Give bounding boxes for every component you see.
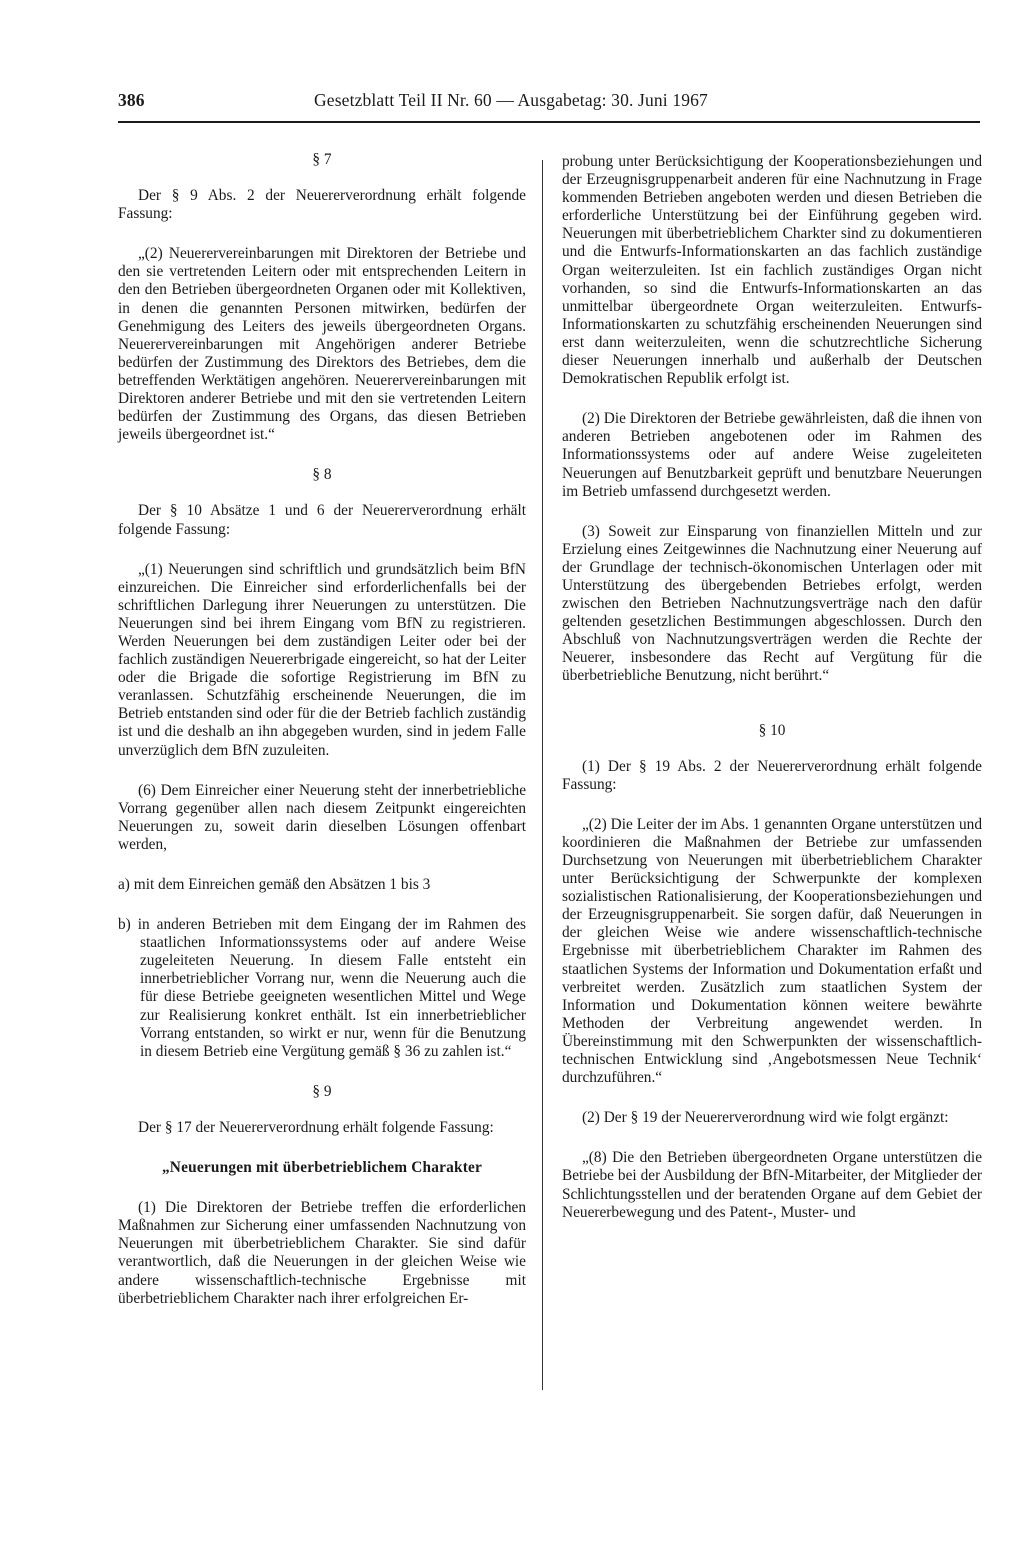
left-column (118, 151, 526, 1308)
right-column (562, 153, 982, 1222)
section-10-quote: „(2) Die Leiter der im Abs. 1 genannten Organe unterstützen und koordinieren die Maßnahmen der Betriebe zur umfassenden Durchsetzung von Neuerungen mit überbetrieblichem Charakter unter Berücksichtigung der Schwerpunkte der komplexen sozialistischen Rationalisierung, der Kooperationsbeziehungen und der Erzeugnisgruppenarbeit. Sie sorgen dafür, daß Neuerungen in der gleichen Weise wie andere wissenschaftlich-technische Ergebnisse mit überbetrieblichem Charakter im Rahmen des staatlichen Systems der Information und Dokumentation erfaßt und verbreitet werden. Zusätzlich zum staatlichen System der Information und Dokumentation können weitere bewährte Methoden der Verbreitung angewendet werden. In Übereinstimmung mit den Schwerpunkten der wissenschaftlich-technischen Entwicklung sind ‚Angebotsmessen Neue Technik‘ durchzuführen.“ (562, 815, 982, 1087)
section-10-quote-8: „(8) Die den Betrieben übergeordneten Organe unterstützen die Betriebe bei der Ausbildung der BfN-Mitarbeiter, der Mitglieder der Schlichtungsstellen und der beratenden Organe auf dem Gebiet der Neuererbewegung und des Patent-, Muster- und (562, 1149, 982, 1221)
section-8-para-6: (6) Dem Einreicher einer Neuerung steht der innerbetriebliche Vorrang gegenüber allen nach diesem Zeitpunkt eingereichten Neuerungen zu, soweit darin dieselben Lösungen offenbart werden, (118, 781, 526, 853)
section-8-para-1: „(1) Neuerungen sind schriftlich und grundsätzlich beim BfN einzureichen. Die Einreicher sind erforderlichenfalls bei der schriftlichen Darlegung ihrer Neuerungen zu unterstützen. Die Neuerungen sind bei ihrem Eingang vom BfN zu registrieren. Werden Neuerungen bei dem zuständigen Leiter oder bei der fachlich zuständigen Neuererbrigade eingereicht, so hat der Leiter oder die Brigade die sofortige Registrierung im BfN zu veranlassen. Schutzfähig erscheinende Neuerungen, die im Betrieb entstanden sind oder für die der Betrieb fachlich zuständig ist und die deshalb an ihn abgegeben wurden, sind in jedem Falle unverzüglich dem BfN zuzuleiten. (118, 560, 526, 759)
section-9-heading: § 9 (312, 1082, 332, 1100)
section-9-para-2: (2) Die Direktoren der Betriebe gewährleisten, daß die ihnen von anderen Betrieben angebotenen oder im Rahmen des Informationssystems oder auf andere Weise zugeleiteten Neuerungen auf Benutzbarkeit geprüft und benutzbare Neuerungen im Betrieb umfassend durchgesetzt werden. (562, 410, 982, 500)
section-7-heading: § 7 (312, 151, 332, 168)
section-8-item-b: b) in anderen Betrieben mit dem Eingang der im Rahmen des staatlichen Informationssystems oder auf andere Weise zugeleiteten Neuerung. In diesem Falle entsteht ein innerbetrieblicher Vorrang nur, wenn die Neuerung auch die für diese Betriebe geeigneten wesentlichen Mittel und Wege zur Realisierung konkret enthält. Ist ein innerbetrieblicher Vorrang entstanden, so wirkt er nur, wenn für die Benutzung in diesem Betrieb eine Vergütung gemäß § 36 zu zahlen ist.“ (118, 916, 526, 1060)
page-number: 386 (118, 90, 145, 110)
column-divider (542, 160, 543, 1390)
section-8-item-a: a) mit dem Einreichen gemäß den Absätzen 1 bis 3 (118, 876, 431, 893)
section-10-para-1: (1) Der § 19 Abs. 2 der Neuererverordnung erhält folgende Fassung: (562, 757, 982, 793)
header-rule (118, 121, 980, 123)
section-9-para-3: (3) Soweit zur Einsparung von finanziellen Mitteln und zur Erzielung eines Zeitgewinnes die Nachnutzung einer Neuerung auf der Grundlage der technisch-ökonomischen Unterlagen oder mit Unterstützung des übergebenden Betriebes erfolgt, werden zwischen den Betrieben Nachnutzungsverträge nach den dafür geltenden gesetzlichen Bestimmungen abgeschlossen. Durch den Abschluß von Nachnutzungsverträgen werden die Rechte der Neuerer, insbesondere das Recht auf Vergütung für die überbetriebliche Benutzung, nicht berührt.“ (562, 522, 982, 685)
section-8-intro: Der § 10 Absätze 1 und 6 der Neuererverordnung erhält folgende Fassung: (118, 502, 526, 538)
section-10-para-2: (2) Der § 19 der Neuererverordnung wird wie folgt ergänzt: (582, 1109, 949, 1127)
gazette-title: Gesetzblatt Teil II Nr. 60 — Ausgabetag: 30. Juni 1967 (314, 90, 708, 110)
section-9-subheading: „Neuerungen mit überbetrieblichem Charakter (161, 1159, 483, 1177)
section-8-heading: § 8 (312, 466, 332, 484)
section-9-intro: Der § 17 der Neuererverordnung erhält folgende Fassung: (138, 1118, 494, 1136)
section-9-para-1-continued: probung unter Berücksichtigung der Kooperationsbeziehungen und der Erzeugnisgruppenarbeit anderen für eine Nachnutzung in Frage kommenden Betrieben angeboten werden und diesen Betrieben die erforderliche Unterstützung bei der Einführung gegeben wird. Neuerungen mit überbetrieblichem Charkter sind zu dokumentieren und die Entwurfs-Informationskarten an das fachlich zuständige Organ weiterzuleiten. Ist ein fachlich zuständiges Organ nicht vorhanden, so sind die Entwurfs-Informationskarten an das unmittelbar übergeordnete Organ weiterzuleiten. Entwurfs-Informationskarten zu schutzfähig erscheinenden Neuerungen sind erst dann weiterzuleiten, wenn die schutzrechtliche Sicherung dieser Neuerungen innerhalb und außerhalb der Deutschen Demokratischen Republik erfolgt ist. (562, 153, 982, 388)
section-9-para-1: (1) Die Direktoren der Betriebe treffen die erforderlichen Maßnahmen zur Sicherung einer umfassenden Nachnutzung von Neuerungen mit überbetrieblichem Charakter. Sie sind dafür verantwortlich, daß die Neuerungen in der gleichen Weise wie andere wissenschaftlich-technische Ergebnisse mit überbetrieblichem Charakter nach ihrer erfolgreichen Er- (118, 1199, 526, 1307)
section-7-quote: „(2) Neuerervereinbarungen mit Direktoren der Betriebe und den sie vertretenden Leitern oder mit entsprechenden Leitern in den den Betrieben übergeordneten Organen oder mit Kollektiven, in denen die genannten Personen mitwirken, bedürfen der Genehmigung des Leiters des jeweils übergeordneten Organs. Neuerervereinbarungen mit Angehörigen anderer Betriebe bedürfen der Zustimmung des Direktors des Betriebes, dem die betreffenden Werktätigen angehören. Neuerervereinbarungen mit Direktoren anderer Betriebe und mit den sie vertretenden Leitern bedürfen der Zustimmung des Organs, das diesen Betrieben jeweils übergeordnet ist.“ (118, 245, 526, 444)
section-7-intro: Der § 9 Abs. 2 der Neuererverordnung erhält folgende Fassung: (118, 187, 526, 223)
section-10-heading: § 10 (758, 721, 786, 739)
page-header (118, 90, 978, 120)
